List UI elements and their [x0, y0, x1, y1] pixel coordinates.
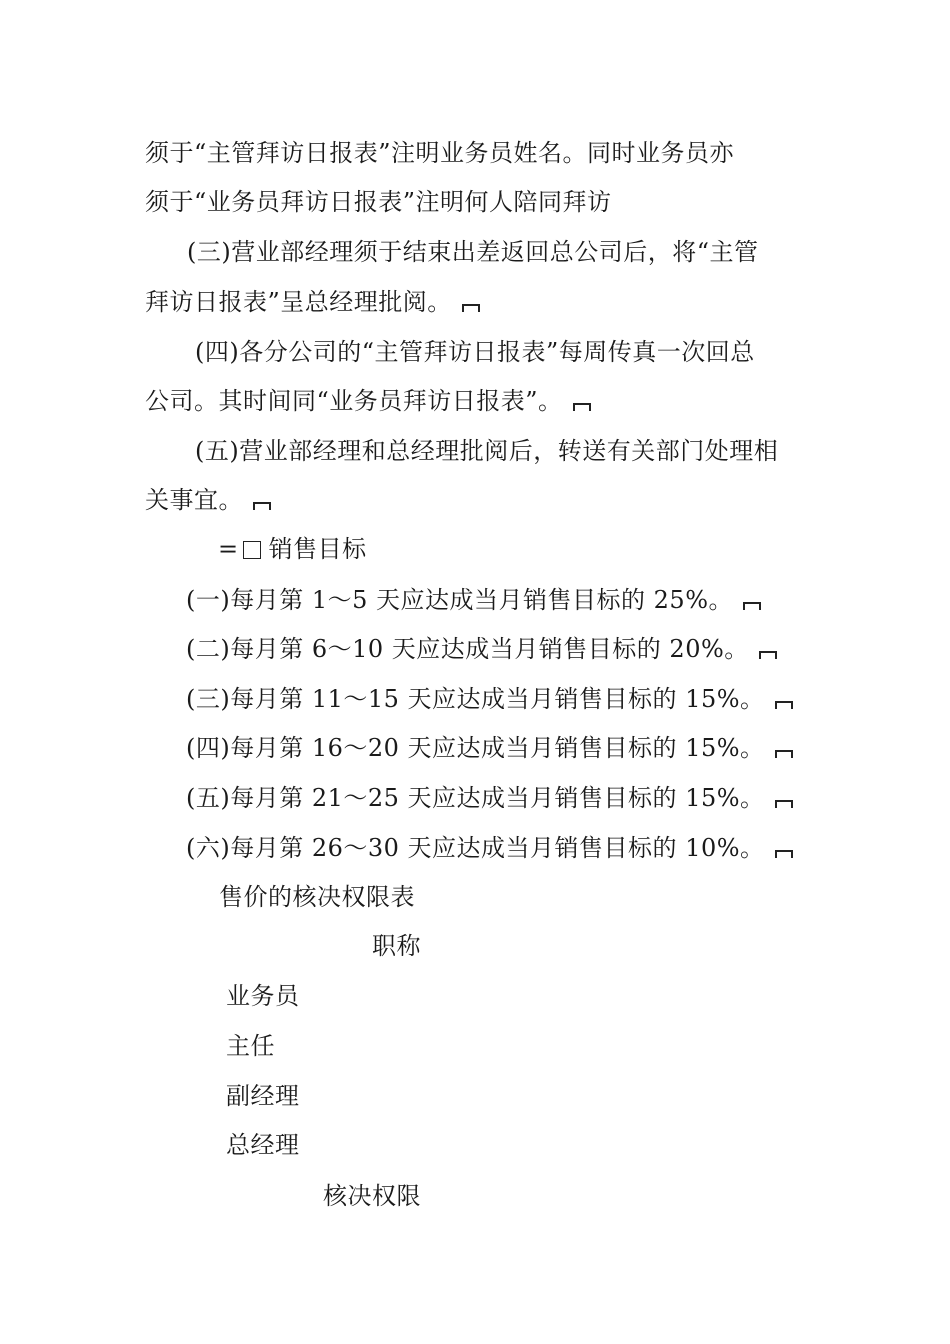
- target-item: [186, 584, 761, 616]
- paragraph-mark-icon: [743, 602, 761, 610]
- paragraph-mark-icon: [759, 651, 777, 659]
- section-heading: [218, 533, 367, 565]
- target-item: [186, 832, 793, 864]
- paragraph-line: (四)各分公司的“主管拜访日报表”每周传真一次回总: [195, 338, 755, 366]
- table-role: 主任: [226, 1032, 275, 1060]
- paragraph-line: (五)营业部经理和总经理批阅后，转送有关部门处理相: [195, 437, 779, 465]
- paragraph-mark-icon: [573, 403, 591, 411]
- paragraph-mark-icon: [775, 800, 793, 808]
- paragraph-mark-icon: [462, 304, 480, 312]
- target-text: (二)每月第 6～10 天应达成当月销售目标的 20%。: [186, 635, 749, 663]
- target-item: [186, 732, 793, 764]
- paragraph-text: 拜访日报表”呈总经理批阅。: [145, 288, 452, 316]
- paragraph-line: [145, 484, 271, 516]
- paragraph-mark-icon: [775, 850, 793, 858]
- table-header-title: 职称: [372, 932, 421, 960]
- paragraph-mark-icon: [253, 502, 271, 510]
- paragraph-mark-icon: [775, 750, 793, 758]
- checkbox-square-icon: [243, 541, 261, 559]
- target-item: [186, 633, 777, 665]
- paragraph-line: 须于“业务员拜访日报表”注明何人陪同拜访: [145, 188, 612, 216]
- section-title: 销售目标: [268, 535, 367, 563]
- paragraph-line: [145, 286, 480, 318]
- target-text: (五)每月第 21～25 天应达成当月销售目标的 15%。: [186, 784, 765, 812]
- table-role: 业务员: [226, 982, 300, 1010]
- paragraph-line: 须于“主管拜访日报表”注明业务员姓名。同时业务员亦: [145, 139, 735, 167]
- section-prefix: =: [218, 535, 239, 563]
- target-item: [186, 782, 793, 814]
- target-item: [186, 683, 793, 715]
- paragraph-text: 公司。其时间同“业务员拜访日报表”。: [145, 387, 563, 415]
- table-header-authority: 核决权限: [323, 1182, 421, 1210]
- target-text: (六)每月第 26～30 天应达成当月销售目标的 10%。: [186, 834, 765, 862]
- paragraph-line: [145, 385, 591, 417]
- target-text: (四)每月第 16～20 天应达成当月销售目标的 15%。: [186, 734, 765, 762]
- paragraph-line: (三)营业部经理须于结束出差返回总公司后，将“主管: [187, 238, 759, 266]
- table-title: 售价的核决权限表: [219, 883, 415, 911]
- table-role: 总经理: [226, 1131, 300, 1159]
- target-text: (三)每月第 11～15 天应达成当月销售目标的 15%。: [186, 685, 765, 713]
- paragraph-text: 关事宜。: [145, 486, 243, 514]
- target-text: (一)每月第 1～5 天应达成当月销售目标的 25%。: [186, 586, 733, 614]
- table-role: 副经理: [226, 1082, 300, 1110]
- paragraph-mark-icon: [775, 701, 793, 709]
